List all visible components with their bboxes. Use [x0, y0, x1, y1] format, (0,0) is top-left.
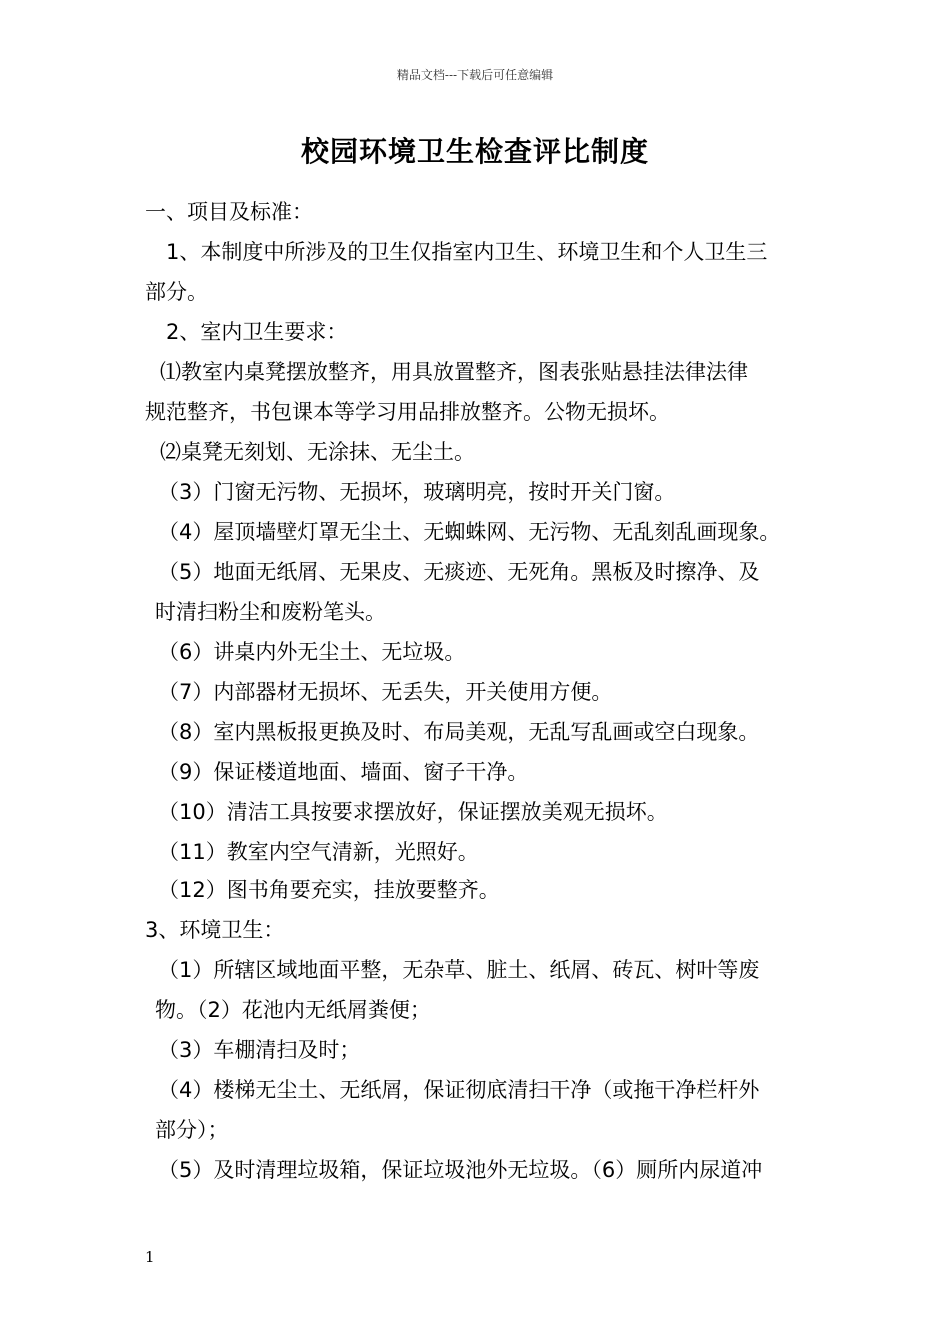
document-title: 校园环境卫生检查评比制度 — [300, 135, 649, 168]
text-line: 时清扫粉尘和废粉笔头。 — [155, 600, 386, 624]
text-line: （5）及时清理垃圾箱，保证垃圾池外无垃圾。（6）厕所内尿道冲 — [158, 1158, 763, 1182]
text-line: （4）楼梯无尘土、无纸屑，保证彻底清扫干净（或拖干净栏杆外 — [158, 1078, 760, 1102]
text-line: 规范整齐，书包课本等学习用品排放整齐。公物无损坏。 — [145, 400, 670, 424]
text-line: （6）讲桌内外无尘土、无垃圾。 — [158, 640, 466, 664]
text-line: （5）地面无纸屑、无果皮、无痰迹、无死角。黑板及时擦净、及 — [158, 560, 760, 584]
text-line: （10）清洁工具按要求摆放好，保证摆放美观无损坏。 — [158, 800, 668, 824]
text-line: ⑵桌凳无刻划、无涂抹、无尘土。 — [160, 440, 475, 464]
text-line: （8）室内黑板报更换及时、布局美观，无乱写乱画或空白现象。 — [158, 720, 760, 744]
text-line: （1）所辖区域地面平整，无杂草、脏土、纸屑、砖瓦、树叶等废 — [158, 958, 760, 982]
text-line: （4）屋顶墙壁灯罩无尘土、无蜘蛛网、无污物、无乱刻乱画现象。 — [158, 520, 781, 544]
text-line: 部分）； — [155, 1118, 229, 1142]
text-line: 物。（2）花池内无纸屑粪便； — [155, 998, 431, 1022]
text-line: （7）内部器材无损坏、无丢失，开关使用方便。 — [158, 680, 613, 704]
section-heading-1: 一、项目及标准： — [145, 200, 313, 224]
page-number: 1 — [145, 1248, 155, 1266]
text-line: ⑴教室内桌凳摆放整齐，用具放置整齐，图表张贴悬挂法律法律 — [160, 360, 748, 384]
text-line: （12）图书角要充实，挂放要整齐。 — [158, 878, 500, 902]
text-line: （9）保证楼道地面、墙面、窗子干净。 — [158, 760, 529, 784]
subsection-heading: 3、环境卫生： — [145, 918, 285, 942]
subsection-heading: 2、室内卫生要求： — [166, 320, 348, 344]
text-line: （3）车棚清扫及时； — [158, 1038, 361, 1062]
page-header: 精品文档---下载后可任意编辑 — [396, 68, 554, 82]
text-line: （3）门窗无污物、无损坏，玻璃明亮，按时开关门窗。 — [158, 480, 676, 504]
text-line: 1、本制度中所涉及的卫生仅指室内卫生、环境卫生和个人卫生三 — [166, 240, 768, 264]
text-line: 部分。 — [145, 280, 208, 304]
text-line: （11）教室内空气清新，光照好。 — [158, 840, 479, 864]
